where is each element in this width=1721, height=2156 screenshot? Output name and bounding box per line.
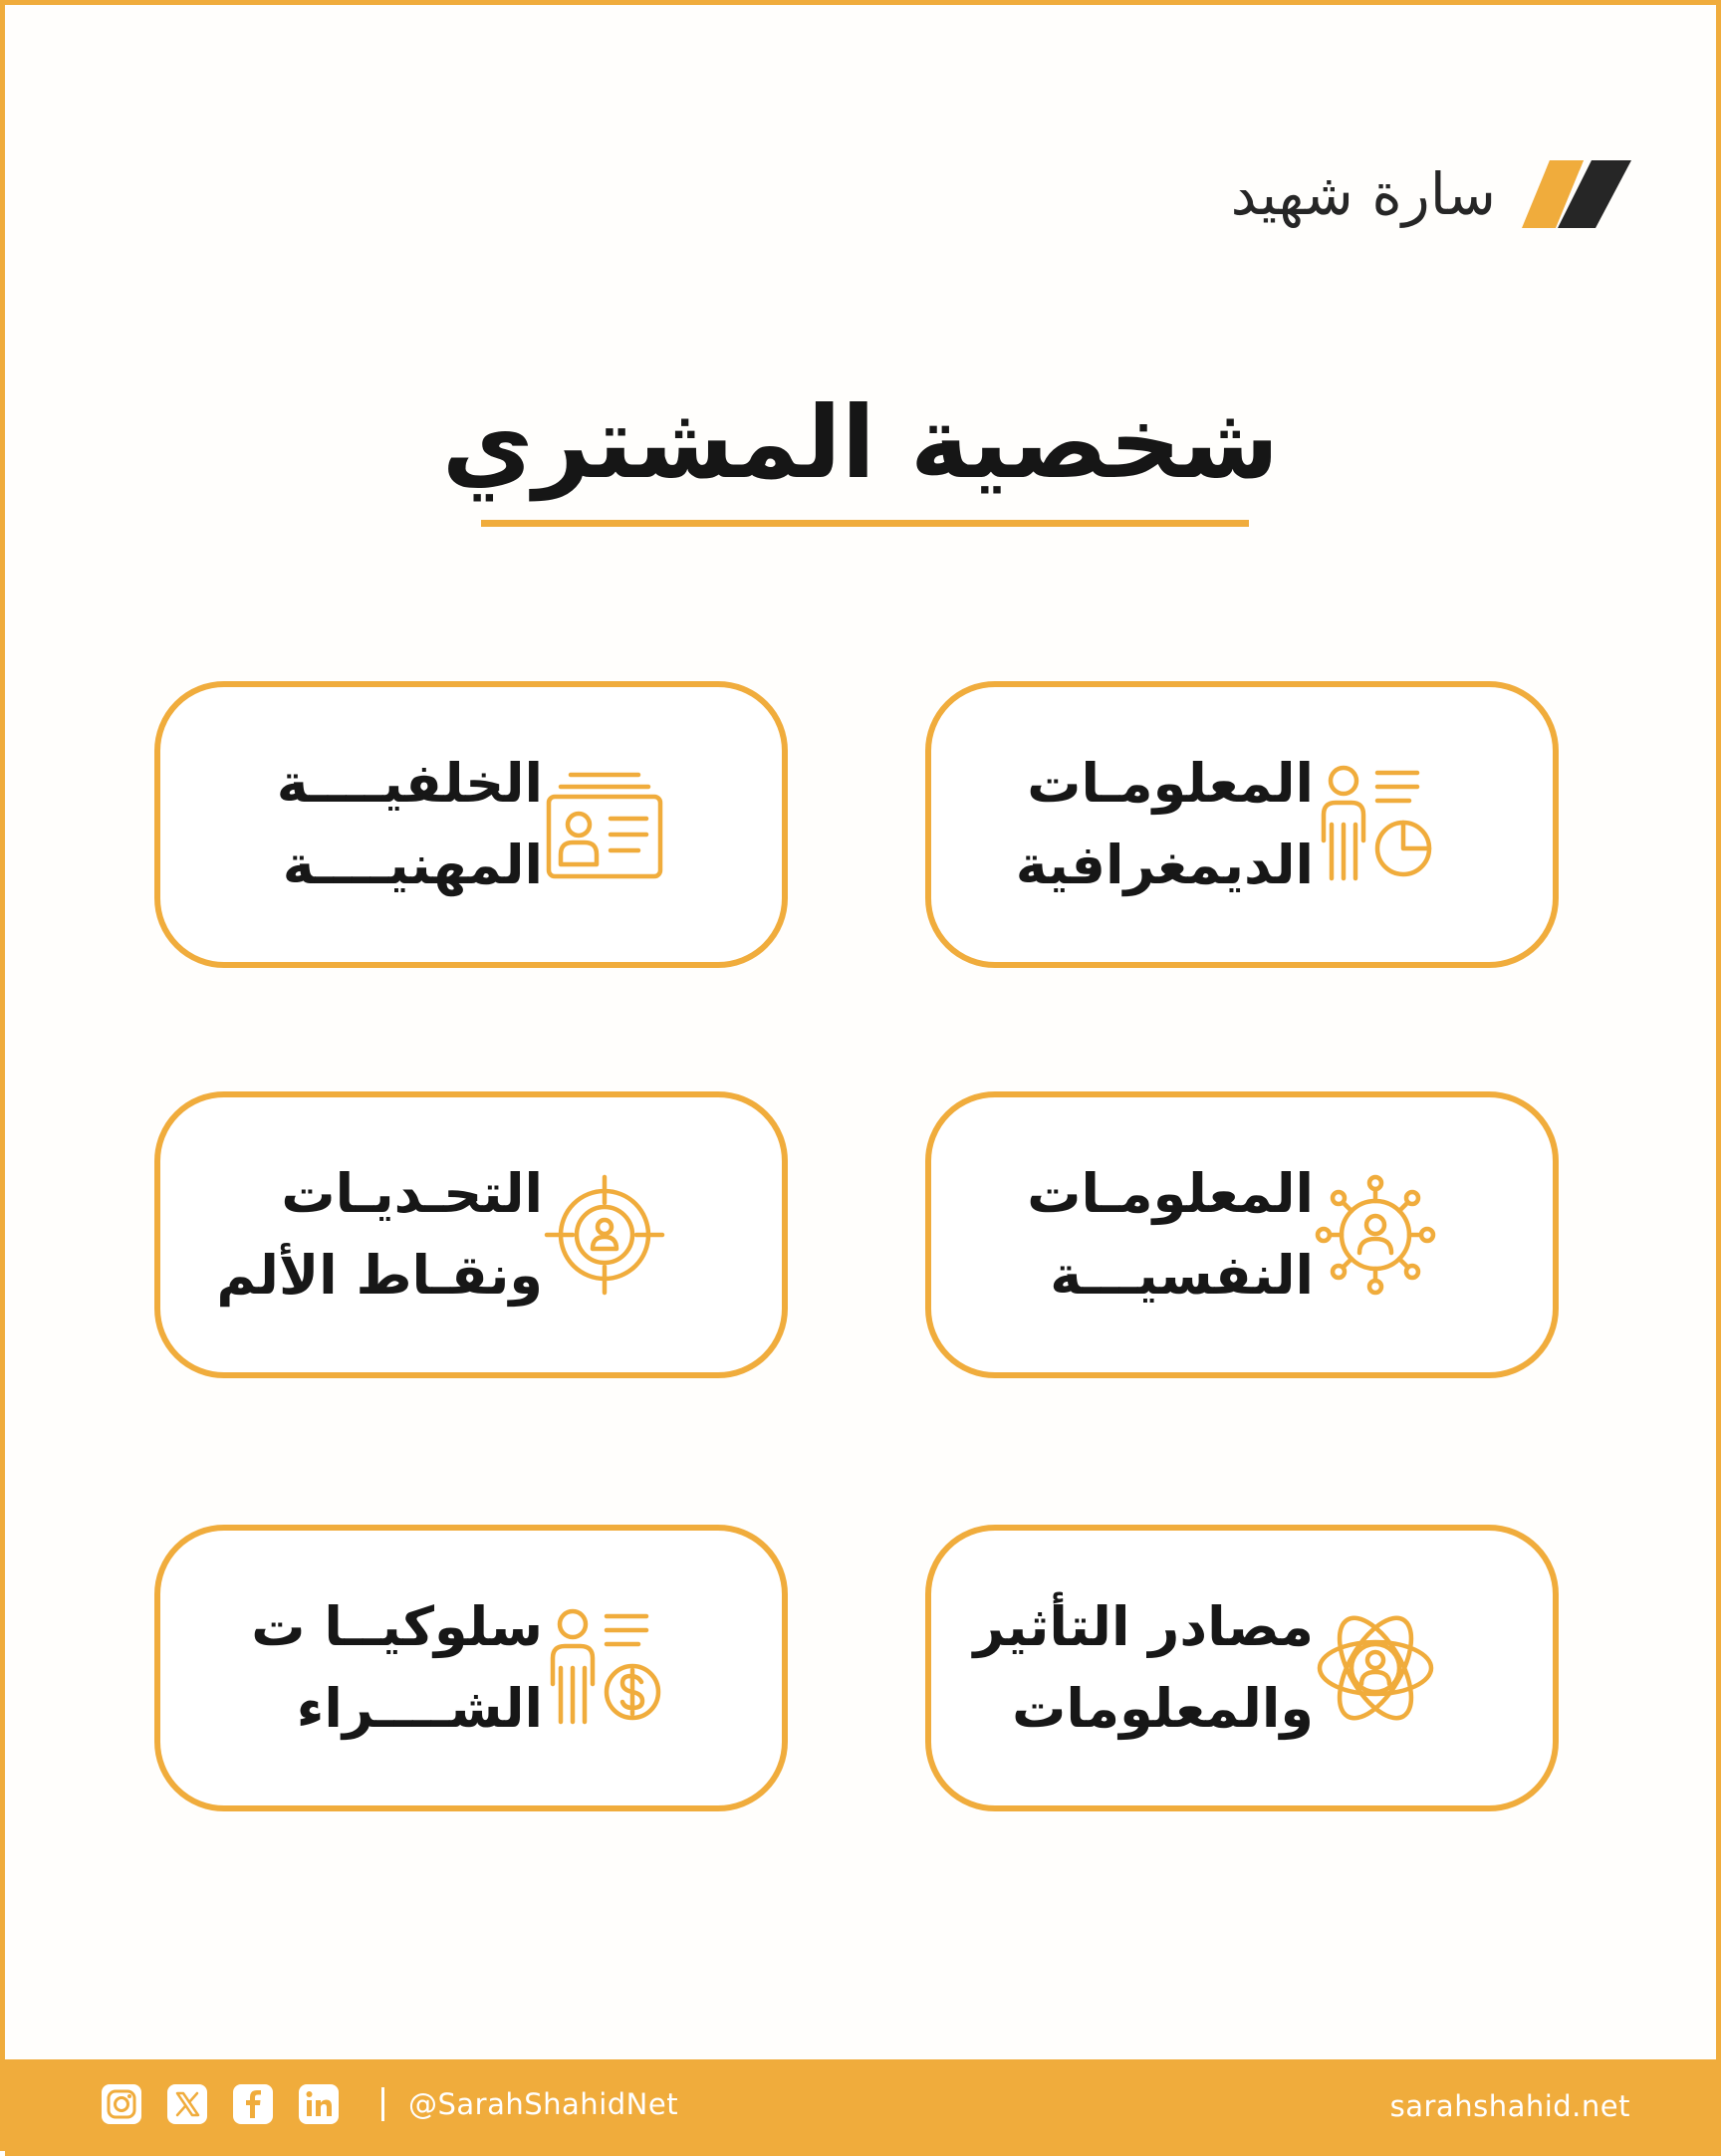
card-label-line: سلوكيــا ت bbox=[251, 1595, 543, 1658]
card-label bbox=[1027, 1153, 1314, 1317]
person-pie-chart-icon bbox=[1314, 763, 1437, 886]
card-label-line: المهنيــــة bbox=[282, 834, 543, 896]
brand bbox=[1231, 154, 1631, 234]
card-label bbox=[216, 1153, 543, 1317]
footer bbox=[5, 2059, 1721, 2156]
person-orbit-icon bbox=[1314, 1606, 1437, 1730]
card-label-line: التحـديـات bbox=[281, 1162, 543, 1225]
x-icon[interactable] bbox=[166, 2083, 208, 2125]
target-person-icon bbox=[543, 1173, 666, 1297]
double-slash-logo-icon bbox=[1522, 154, 1631, 234]
card-label-line: الديمغرافية bbox=[1015, 834, 1314, 896]
website-link[interactable]: sarahshahid.net bbox=[1389, 2089, 1630, 2123]
card-label bbox=[251, 1586, 543, 1750]
footer-divider bbox=[381, 2087, 384, 2121]
card-label-line: النفسيـــة bbox=[1050, 1244, 1314, 1307]
card-label bbox=[973, 1586, 1314, 1750]
card-professional-background bbox=[154, 681, 788, 968]
card-demographics bbox=[925, 681, 1559, 968]
id-card-icon bbox=[543, 763, 666, 886]
card-purchasing-behavior bbox=[154, 1525, 788, 1811]
card-label bbox=[1016, 743, 1314, 906]
social-links bbox=[101, 2083, 678, 2125]
facebook-icon[interactable] bbox=[232, 2083, 274, 2125]
card-label-line: المعلومـات bbox=[1027, 752, 1314, 815]
page-title: شخصية المشتري bbox=[441, 384, 1280, 501]
linkedin-icon[interactable] bbox=[298, 2083, 340, 2125]
card-label-line: الخلفيــــة bbox=[276, 752, 543, 815]
instagram-icon[interactable] bbox=[101, 2083, 142, 2125]
card-label-line: الشــــراء bbox=[296, 1677, 543, 1740]
title-underline bbox=[481, 520, 1249, 527]
card-psychographics bbox=[925, 1091, 1559, 1378]
card-label-line: ونقـاط الألم bbox=[216, 1244, 543, 1307]
card-challenges bbox=[154, 1091, 788, 1378]
card-label-line: والمعلومات bbox=[1012, 1677, 1314, 1740]
card-label-line: المعلومـات bbox=[1027, 1162, 1314, 1225]
person-network-icon bbox=[1314, 1173, 1437, 1297]
card-influence-sources bbox=[925, 1525, 1559, 1811]
social-handle[interactable]: @SarahShahidNet bbox=[408, 2087, 679, 2121]
card-label-line: مصادر التأثير bbox=[973, 1595, 1314, 1658]
person-dollar-icon bbox=[543, 1606, 666, 1730]
brand-name: سارة شهيد bbox=[1230, 160, 1496, 228]
card-label bbox=[277, 743, 543, 906]
